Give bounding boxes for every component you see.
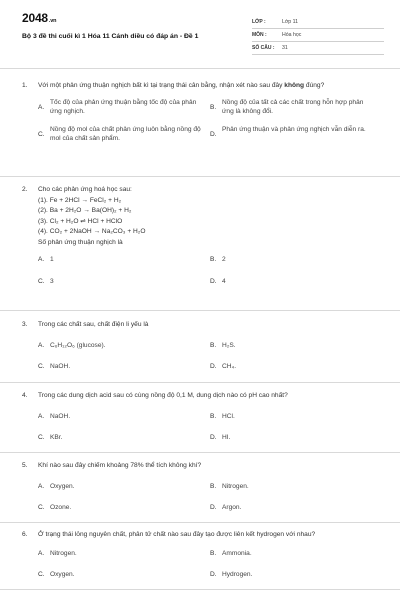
- question-number: 5.: [22, 462, 28, 469]
- question-5: [22, 462, 380, 517]
- meta-value: Hóa học: [282, 32, 302, 38]
- document-meta: [252, 16, 384, 55]
- option-c[interactable]: C. NaOH.: [38, 362, 71, 370]
- option-b[interactable]: B. Ammonia.: [210, 549, 252, 557]
- question-prompt: Số phản ứng thuận nghịch là: [38, 238, 123, 246]
- question-1: [22, 82, 380, 157]
- question-6: [22, 531, 380, 584]
- meta-value: Lớp 11: [282, 19, 298, 25]
- option-b[interactable]: B. 2: [210, 256, 226, 264]
- option-d[interactable]: D. CH₄.: [210, 362, 237, 370]
- option-d[interactable]: D. Hydrogen.: [210, 570, 253, 578]
- reaction-line: (1). Fe + 2HCl → FeCl₂ + H₂: [38, 196, 122, 204]
- reaction-line: (4). CO₂ + 2NaOH → Na₂CO₃ + H₂O: [38, 228, 146, 236]
- answer-options: [38, 483, 380, 517]
- divider: [0, 382, 400, 383]
- divider: [0, 589, 400, 590]
- answer-options: [38, 342, 380, 376]
- option-a[interactable]: A. Nitrogen.: [38, 549, 77, 557]
- option-c[interactable]: C. 3: [38, 278, 54, 286]
- option-a[interactable]: A. 1: [38, 256, 54, 264]
- question-4: [22, 392, 380, 447]
- divider: [0, 452, 400, 453]
- answer-options: [38, 99, 380, 157]
- option-c[interactable]: C. Nồng độ mol của chất phản ứng luôn bằng nồng độ mol của chất sản phẩm.: [38, 125, 201, 142]
- option-d[interactable]: D. HI.: [210, 433, 231, 441]
- question-number: 6.: [22, 531, 28, 538]
- meta-key: SỐ CÂU :: [252, 45, 275, 51]
- option-b[interactable]: B. Nitrogen.: [210, 482, 249, 490]
- answer-options: [38, 256, 380, 290]
- option-c[interactable]: C. Ozone.: [38, 503, 72, 511]
- option-c[interactable]: C. KBr.: [38, 433, 63, 441]
- option-b[interactable]: B. H₂S.: [210, 341, 236, 349]
- option-b[interactable]: B. Nồng độ của tất cả các chất trong hỗn hợp phản ứng là không đổi.: [210, 98, 364, 115]
- option-a[interactable]: A. Oxygen.: [38, 482, 75, 490]
- question-text: Trong các dung dịch acid sau có cùng nồng độ 0,1 M, dung dịch nào có pH cao nhất?: [38, 392, 288, 399]
- reaction-list: [38, 197, 380, 250]
- question-2: [22, 186, 380, 290]
- meta-key: LỚP :: [252, 19, 266, 25]
- option-d[interactable]: D. Phản ứng thuận và phản ứng nghịch vẫn diễn ra.: [210, 125, 366, 138]
- option-d[interactable]: D. Argon.: [210, 503, 242, 511]
- divider: [0, 522, 400, 523]
- divider: [0, 176, 400, 177]
- site-logo[interactable]: 2048.vn: [22, 11, 57, 25]
- question-text: Khí nào sau đây chiếm khoảng 78% thể tích không khí?: [38, 462, 202, 469]
- question-number: 2.: [22, 186, 28, 193]
- document-header: [22, 10, 382, 58]
- answer-options: [38, 413, 380, 447]
- question-text: Trong các chất sau, chất điện li yếu là: [38, 321, 149, 328]
- meta-subject-row: [252, 29, 384, 42]
- option-b[interactable]: B. HCl.: [210, 412, 235, 420]
- meta-value: 31: [282, 45, 288, 51]
- option-a[interactable]: A. Tốc độ của phản ứng thuận bằng tốc độ của phản ứng nghịch.: [38, 98, 197, 115]
- answer-options: [38, 550, 380, 584]
- document-title: Bộ 3 đề thi cuối kì 1 Hóa 11 Cánh diều có đáp án - Đề 1: [22, 33, 199, 40]
- question-number: 1.: [22, 82, 28, 89]
- meta-class-row: [252, 16, 384, 29]
- question-number: 3.: [22, 321, 28, 328]
- question-number: 4.: [22, 392, 28, 399]
- meta-key: MÔN :: [252, 32, 267, 38]
- option-a[interactable]: A. C₆H₁₂O₆ (glucose).: [38, 341, 106, 349]
- option-c[interactable]: C. Oxygen.: [38, 570, 75, 578]
- option-a[interactable]: A. NaOH.: [38, 412, 71, 420]
- reaction-line: (2). Ba + 2H₂O → Ba(OH)₂ + H₂: [38, 207, 132, 215]
- question-text: Với một phản ứng thuận nghịch bất kì tại trạng thái cân bằng, nhận xét nào sau đây không đúng?: [38, 82, 325, 89]
- question-text: Cho các phản ứng hoá học sau:: [38, 186, 132, 193]
- divider: [0, 68, 400, 69]
- option-d[interactable]: D. 4: [210, 278, 226, 286]
- question-3: [22, 321, 380, 376]
- reaction-line: (3). Cl₂ + H₂O ⇌ HCl + HClO: [38, 217, 123, 225]
- question-text: Ở trạng thái lỏng nguyên chất, phân tử chất nào sau đây tạo được liên kết hydrogen với nhau?: [38, 531, 316, 538]
- divider: [0, 310, 400, 311]
- meta-count-row: [252, 42, 384, 55]
